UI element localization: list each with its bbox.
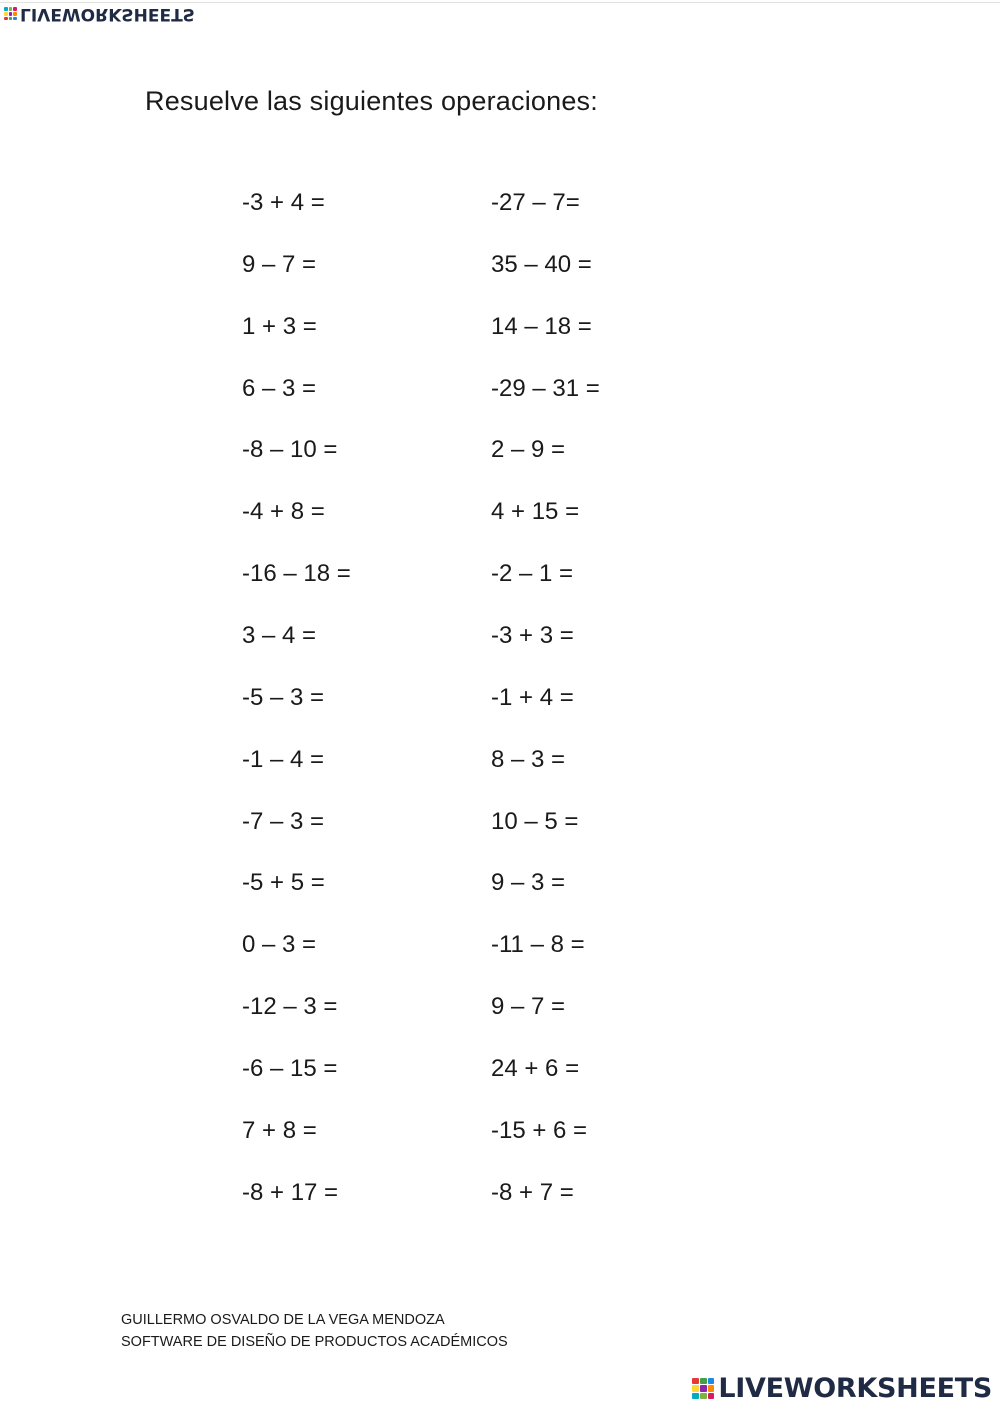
- operation-left-9: -5 – 3 =: [242, 684, 325, 711]
- operation-right-17: -8 + 7 =: [491, 1179, 574, 1206]
- operation-right-12: 9 – 3 =: [491, 869, 566, 896]
- page-title: Resuelve las siguientes operaciones:: [145, 86, 598, 116]
- operation-right-7: -2 – 1 =: [491, 560, 574, 587]
- operation-left-6: -4 + 8 =: [242, 498, 325, 525]
- operation-left-10: -1 – 4 =: [242, 746, 325, 773]
- logo-square: [700, 1385, 707, 1392]
- operation-left-2: 9 – 7 =: [242, 251, 317, 278]
- liveworksheets-logo-icon: [692, 1378, 714, 1400]
- operation-left-11: -7 – 3 =: [242, 808, 325, 835]
- logo-square: [692, 1378, 699, 1385]
- operation-left-16: 7 + 8 =: [242, 1117, 317, 1144]
- operation-left-4: 6 – 3 =: [242, 375, 317, 402]
- operation-right-5: 2 – 9 =: [491, 436, 566, 463]
- operation-left-13: 0 – 3 =: [242, 931, 317, 958]
- operation-left-5: -8 – 10 =: [242, 436, 338, 463]
- logo-square: [692, 1393, 699, 1400]
- operation-left-3: 1 + 3 =: [242, 313, 317, 340]
- operation-right-15: 24 + 6 =: [491, 1055, 580, 1082]
- top-watermark-text: LIVEWORKSHEETS: [20, 4, 195, 24]
- logo-square: [692, 1385, 699, 1392]
- logo-square: [708, 1378, 715, 1385]
- operation-left-1: -3 + 4 =: [242, 189, 325, 216]
- operation-left-15: -6 – 15 =: [242, 1055, 338, 1082]
- operation-right-4: -29 – 31 =: [491, 375, 600, 402]
- operation-right-9: -1 + 4 =: [491, 684, 574, 711]
- bottom-brand: [692, 1373, 992, 1404]
- operation-right-13: -11 – 8 =: [491, 931, 585, 958]
- operation-right-16: -15 + 6 =: [491, 1117, 588, 1144]
- operation-right-11: 10 – 5 =: [491, 808, 579, 835]
- logo-square: [708, 1393, 715, 1400]
- footer-organization: SOFTWARE DE DISEÑO DE PRODUCTOS ACADÉMICOS: [121, 1334, 508, 1350]
- operation-left-7: -16 – 18 =: [242, 560, 351, 587]
- operation-right-14: 9 – 7 =: [491, 993, 566, 1020]
- operation-left-8: 3 – 4 =: [242, 622, 317, 649]
- brand-text: LIVEWORKSHEETS: [718, 1373, 992, 1404]
- operation-left-14: -12 – 3 =: [242, 993, 338, 1020]
- operation-right-8: -3 + 3 =: [491, 622, 574, 649]
- operation-left-17: -8 + 17 =: [242, 1179, 339, 1206]
- operation-right-1: -27 – 7=: [491, 189, 580, 216]
- operation-right-10: 8 – 3 =: [491, 746, 566, 773]
- operation-right-6: 4 + 15 =: [491, 498, 580, 525]
- operation-right-3: 14 – 18 =: [491, 313, 592, 340]
- operation-right-2: 35 – 40 =: [491, 251, 592, 278]
- footer-author: GUILLERMO OSVALDO DE LA VEGA MENDOZA: [121, 1312, 445, 1328]
- logo-square: [708, 1385, 715, 1392]
- logo-square: [700, 1378, 707, 1385]
- logo-square: [700, 1393, 707, 1400]
- operation-left-12: -5 + 5 =: [242, 869, 325, 896]
- footer: [121, 1309, 508, 1353]
